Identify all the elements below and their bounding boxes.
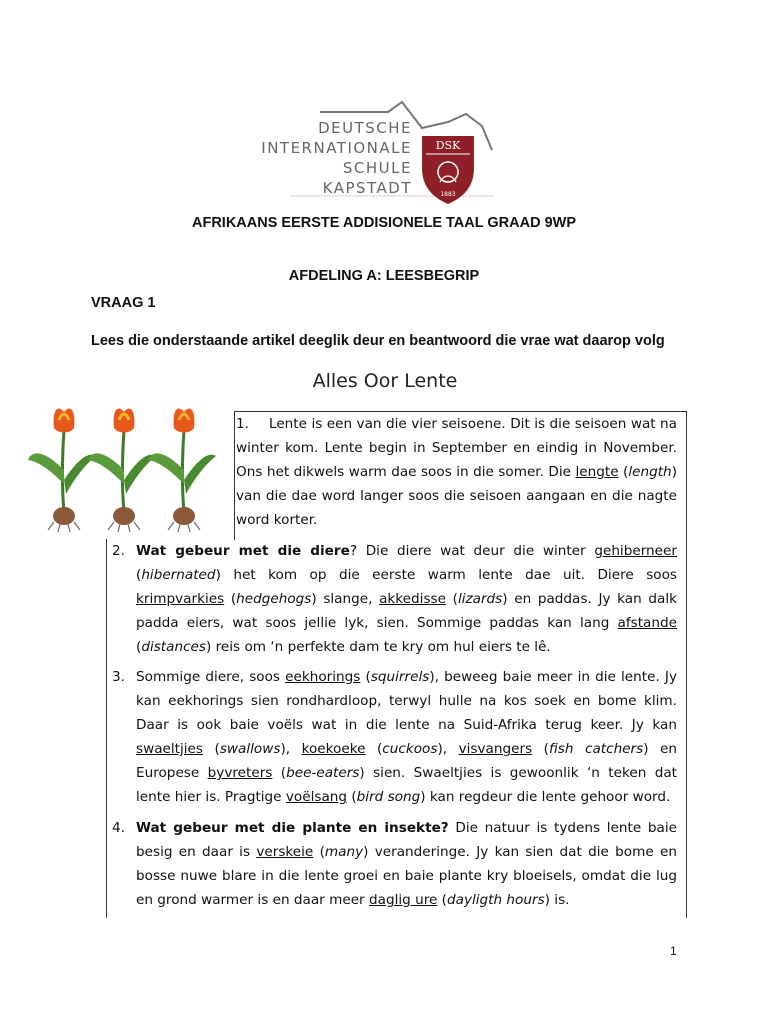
logo-line-1: DEUTSCHE bbox=[318, 119, 412, 137]
text-segment: ( bbox=[313, 844, 325, 860]
text-segment: ) reis om ‘n perfekte dam te kry om hul eiers te lê. bbox=[206, 639, 551, 655]
paragraph-2 bbox=[136, 539, 677, 659]
logo-line-3: SCHULE bbox=[342, 159, 412, 177]
text-segment: cuckoos bbox=[382, 741, 438, 757]
text-segment: ( bbox=[272, 765, 287, 781]
paragraph-2-number: 2. bbox=[112, 543, 125, 559]
paragraph-3 bbox=[136, 665, 677, 809]
text-segment: dayligth hours bbox=[446, 892, 545, 908]
text-segment: Die natuur is tydens lente baie besig en daar is bbox=[136, 820, 678, 860]
text-segment: ( bbox=[365, 741, 383, 757]
text-segment: Wat gebeur met die diere bbox=[136, 543, 350, 559]
text-segment: squirrels bbox=[370, 669, 430, 685]
text-segment: hibernated bbox=[141, 567, 216, 583]
paragraph-1 bbox=[236, 412, 677, 532]
tulips-illustration bbox=[24, 400, 230, 532]
text-segment: daglig ure bbox=[368, 892, 438, 908]
text-segment: ( bbox=[360, 669, 371, 685]
text-segment: ( bbox=[136, 567, 142, 583]
tulip-1 bbox=[28, 409, 96, 532]
text-segment: ) veranderinge. Jy kan sien dat die bome en bosse nuwe blare in die lente groei en baie plante kry bloeisels, omdat die lug en grond warmer is en daar meer bbox=[136, 844, 677, 908]
text-segment: hedgehogs bbox=[236, 591, 312, 607]
text-segment: verskeie bbox=[256, 844, 314, 860]
text-segment: ) kan regdeur die lente gehoor word. bbox=[420, 789, 671, 805]
text-segment: lizards bbox=[457, 591, 503, 607]
text-segment: many bbox=[324, 844, 364, 860]
text-segment: ) het kom op die eerste warm lente dae uit. Diere soos bbox=[215, 567, 677, 583]
text-segment: ( bbox=[445, 591, 458, 607]
tulip-2 bbox=[88, 409, 156, 532]
text-segment: ( bbox=[224, 591, 237, 607]
crest-year: 1883 bbox=[440, 191, 456, 198]
instruction-text: Lees die onderstaande artikel deeglik deur en beantwoord die vrae wat daarop volg bbox=[91, 333, 665, 349]
text-segment: lengte bbox=[575, 464, 619, 480]
text-segment: ), bbox=[280, 741, 302, 757]
text-segment: afstande bbox=[617, 615, 677, 631]
paragraph-4-number: 4. bbox=[112, 820, 125, 836]
text-segment: voëlsang bbox=[285, 789, 348, 805]
text-segment: swaeltjies bbox=[136, 741, 203, 757]
logo-line-4: KAPSTADT bbox=[322, 179, 412, 197]
text-segment: visvangers bbox=[458, 741, 533, 757]
text-segment: koekoeke bbox=[301, 741, 366, 757]
text-segment: ), beweeg baie meer in die lente. Jy kan eekhorings sien rondhardloop, terwyl hulle na kos soek en bome klim. Daar is ook baie voëls wat in die lente na Suid-Afrika terug keer. Jy kan bbox=[136, 669, 677, 733]
text-segment: ( bbox=[618, 464, 629, 480]
tulip-3 bbox=[148, 409, 216, 532]
text-segment: gehiberneer bbox=[594, 543, 677, 559]
text-segment: ( bbox=[203, 741, 220, 757]
text-segment: ? Die diere wat deur die winter bbox=[349, 543, 595, 559]
logo-line-2: INTERNATIONALE bbox=[261, 139, 412, 157]
text-segment: bee-eaters bbox=[286, 765, 360, 781]
text-segment: akkedisse bbox=[379, 591, 446, 607]
text-segment: ) slange, bbox=[311, 591, 380, 607]
text-segment: Sommige diere, soos bbox=[136, 669, 286, 685]
text-segment: distances bbox=[141, 639, 206, 655]
text-segment: krimpvarkies bbox=[136, 591, 225, 607]
paragraph-3-number: 3. bbox=[112, 669, 125, 685]
text-segment: ( bbox=[437, 892, 447, 908]
text-segment: ) en Europese bbox=[136, 741, 678, 781]
paragraph-1-text bbox=[236, 416, 677, 528]
text-segment: fish catchers bbox=[548, 741, 644, 757]
text-segment: byvreters bbox=[207, 765, 273, 781]
text-segment: ( bbox=[347, 789, 357, 805]
document-heading: AFRIKAANS EERSTE ADDISIONELE TAAL GRAAD 9WP bbox=[191, 215, 576, 231]
paragraph-1-number: 1. bbox=[236, 416, 249, 432]
article-title: Alles Oor Lente bbox=[312, 370, 458, 392]
text-segment: ( bbox=[532, 741, 549, 757]
question-label: VRAAG 1 bbox=[91, 295, 156, 311]
text-segment: ) en paddas. Jy kan dalk padda eiers, wat soos jellie lyk, sien. Sommige paddas kan lang bbox=[136, 591, 677, 631]
school-logo bbox=[261, 92, 496, 210]
section-heading: AFDELING A: LEESBEGRIP bbox=[288, 268, 480, 284]
text-segment: ), bbox=[437, 741, 459, 757]
text-segment: ) is. bbox=[544, 892, 570, 908]
text-segment: eekhorings bbox=[285, 669, 361, 685]
crest-text: DSK bbox=[435, 139, 461, 152]
text-segment: Wat gebeur met die plante en insekte? bbox=[136, 820, 449, 836]
text-segment: ( bbox=[136, 639, 142, 655]
text-segment: bird song bbox=[356, 789, 421, 805]
page-number: 1 bbox=[670, 944, 677, 958]
text-segment: ) van die dae word langer soos die seisoen aangaan en die nagte word korter. bbox=[236, 464, 677, 528]
text-segment: length bbox=[628, 464, 672, 480]
text-segment: Lente is een van die vier seisoene. Dit is die seisoen wat na winter kom. Lente begin in September en eindig in November. Ons het dikwels warm dae soos in die somer. Die bbox=[236, 416, 677, 480]
text-segment: swallows bbox=[219, 741, 281, 757]
text-segment: ) sien. Swaeltjies is gewoonlik ‘n teken dat lente hier is. Pragtige bbox=[136, 765, 678, 805]
crest-shield-icon bbox=[418, 132, 478, 206]
paragraph-4 bbox=[136, 816, 677, 912]
